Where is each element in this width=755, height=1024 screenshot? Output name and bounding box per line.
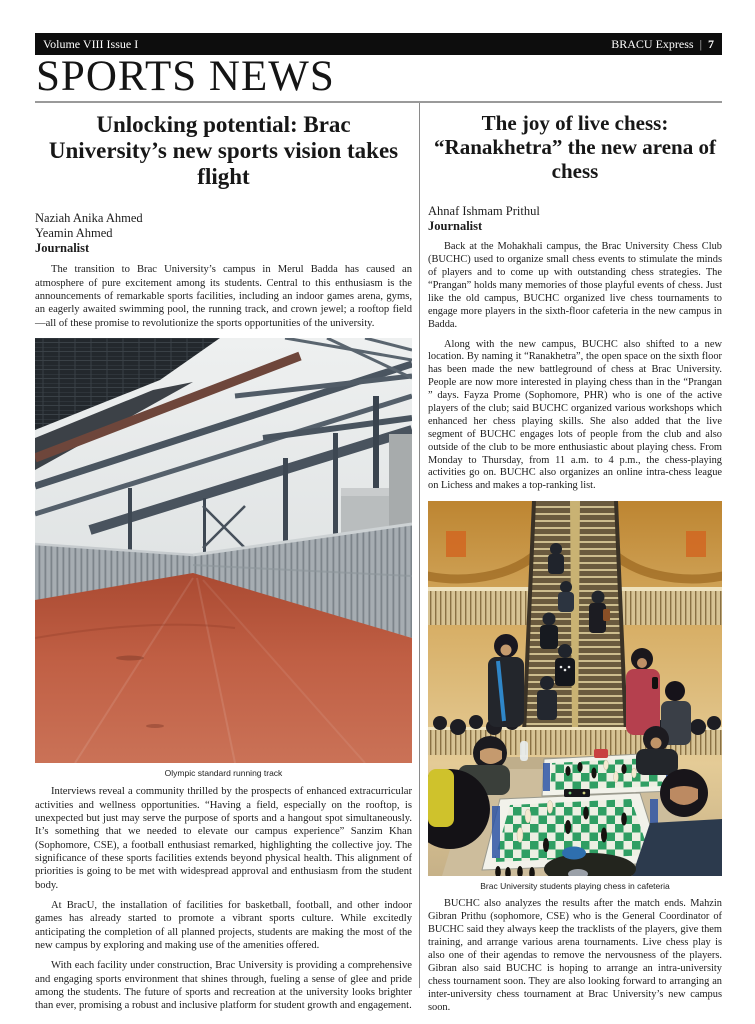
- volume-label: Volume VIII Issue I: [43, 36, 139, 51]
- right-photo-caption: Brac University students playing chess in cafeteria: [480, 881, 670, 892]
- left-photo-caption: Olympic standard running track: [164, 768, 283, 779]
- byline-author: Naziah Anika Ahmed: [35, 210, 143, 225]
- section-title: SPORTS NEWS: [36, 53, 335, 100]
- article-paragraph: The transition to Brac University’s campus in Merul Badda has caused an atmosphere of pure excitement among its students. Central to this enthusiasm is the announcements of remarkable sports facilities, including an indoor games arena, gyms, an eagerly awaited swimming pool, the running track, and crown jewel; a rooftop field—all of these promise to revolutionize the sports opportunities of the university.: [35, 264, 412, 329]
- masthead-separator: |: [699, 36, 702, 51]
- article-paragraph: BUCHC also analyzes the results after the match ends. Mahzin Gibran Prithu (sophomore, CSE) who is the General Coordinator of BUCHC said they always keep the tracklists of the players, give them training, and arrange various arena tournaments. Live chess play is also one of their agendas to remove the nervousness of the players. Gibran also said BUCHC is hoping to arrange an intra-university chess tournament soon. They are also looking forward to arranging an inter-university chess tournament at Brac University’s new campus soon.: [428, 898, 722, 1013]
- left-article-title: Unlocking potential: Brac University’s new sports vision takes flight: [48, 112, 399, 190]
- running-track-photo: [35, 338, 412, 763]
- article-paragraph: Interviews reveal a community thrilled by the prospects of enhanced extracurricular activities and wellness opportunities. “Having a field, especially on the rooftop, is unexpected but just may serve the purpose of sports and a hangout spot simultaneously. It’s something that we needed to elevate our campus experience” Sanzim Khan (Sophomore, CSE), a football enthusiast remarked, highlighting the collective joy. The significance of these sports facilities extends beyond physical health. This alignment of priorities is going to be met with widespread approval and enthusiasm from the student body.: [35, 786, 412, 891]
- brand-label: BRACU Express: [611, 36, 694, 51]
- right-article: [428, 106, 722, 1014]
- page-number: 7: [708, 36, 714, 51]
- chess-cafeteria-photo: [428, 501, 722, 876]
- byline-author: Yeamin Ahmed: [35, 225, 113, 240]
- left-article: [35, 106, 412, 1013]
- header-rule: [35, 101, 722, 103]
- article-paragraph: With each facility under construction, Brac University is providing a comprehensive and engaging sports environment that shines through, fueling a sense of glee and pride among the students. The future of sports and recreation at the university looks brighter than ever, promising a robust and inclusive platform for student growth and engagement.: [35, 960, 412, 1012]
- column-divider: [419, 103, 420, 988]
- byline-role: Journalist: [428, 219, 483, 234]
- article-paragraph: Along with the new campus, BUCHC also shifted to a new location. By naming it “Ranakhetra”, the open space on the sixth floor has been made the new battleground of chess at Brac University. People are now more interested in playing chess than in the “Prangan ” days. Fayza Prome (Sophomore, PHR) who is one of the active players of the club; said BUCHC organized various workshops which enhanced her chess playing skills. She also added that the live segment of BUCHC engages lots of people from the club and also outside of the club to be more enthusiastic about playing chess. From Monday to Thursday, from 11 a.m. to 4 p.m., the chess-playing activities go on. BUCHC also organizes an online intra-chess league on Lichess and makes a top-ranking list.: [428, 338, 722, 492]
- right-article-byline: [428, 204, 722, 235]
- right-article-title: The joy of live chess: “Ranakhetra” the new arena of chess: [434, 111, 716, 183]
- byline-author: Ahnaf Ishmam Prithul: [428, 203, 540, 218]
- left-article-byline: [35, 211, 412, 257]
- article-paragraph: Back at the Mohakhali campus, the Brac University Chess Club (BUCHC) used to organize small chess events to stimulate the minds of players and to come up with outstanding chess strategies. The “Prangan” holds many memories of those playful events of chess. Just like the old campus, BUCHC organized live chess tournaments to engage more players in the sixth-floor cafeteria in the new campus in Badda.: [428, 241, 722, 330]
- article-paragraph: At BracU, the installation of facilities for basketball, football, and other indoor games has already started to promote a vibrant sports culture. While excitedly anticipating the completion of all planned projects, students are making the most of the new campus by exploring and making use of the amenities offered.: [35, 900, 412, 952]
- masthead-brand-group: [611, 37, 714, 52]
- byline-role: Journalist: [35, 241, 90, 256]
